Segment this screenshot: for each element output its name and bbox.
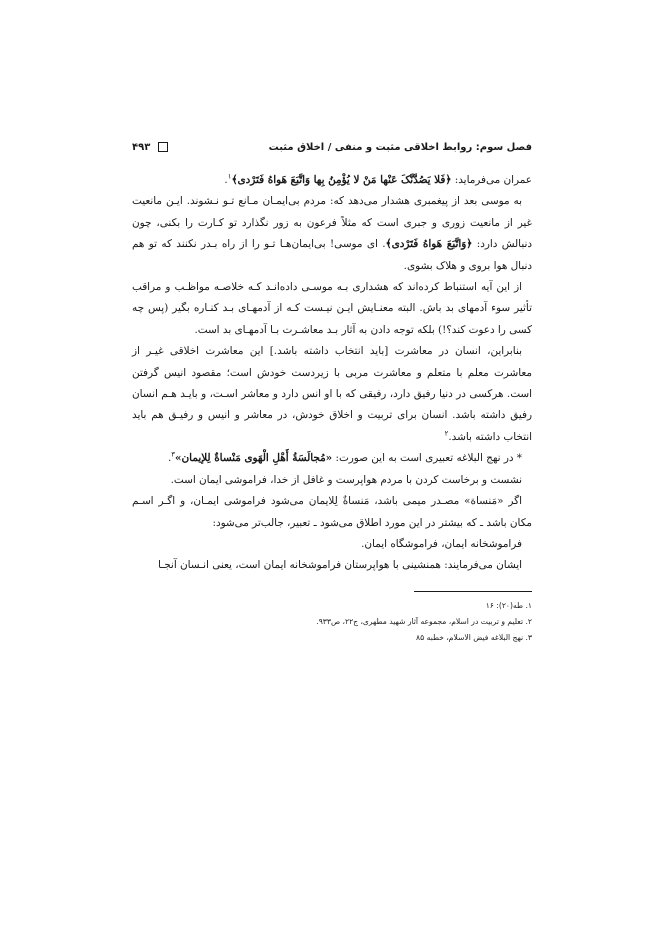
footnote-2: ۲. تعلیم و تربیت در اسلام، مجموعه آثار شهید مطهری، ج۲۲، ص۹۳۳.	[316, 616, 532, 626]
page-number: ۴۹۳	[132, 141, 151, 153]
square-box-icon	[158, 142, 168, 152]
p1-end: .	[224, 174, 228, 186]
chapter-title	[269, 142, 532, 153]
paragraph-2	[132, 191, 532, 277]
hadith-quote: «مُجالَسَةُ أَهْلِ الْهَوی مَنْساةٌ لِلإیمان»	[175, 452, 333, 465]
quran-quote-2: ﴿وَاتَّبَعَ هَواهُ فَتَرْدی﴾	[385, 238, 473, 251]
running-header	[132, 138, 532, 156]
paragraph-6: نشست و برخاست کردن با مردم هواپرست و غافل از خدا، فراموشی ایمان است.	[170, 473, 522, 486]
paragraph-9: ایشان می‌فرمایند: همنشینی با هواپرستان فراموشخانه ایمان است، یعنی انـسان آنجـا	[158, 559, 522, 572]
paragraph-3: از این آیه استنباط کرده‌اند که هشداری بـه موسـی داده‌انـد کـه خلاصـه مواظـب و مراقب تأثیر سوء آدمهای بد باش. البته معنـایش ایـن نیـست کـه از آدمهـای بـد کنـاره بگیر (پس چه کسی را دعوت کند؟!) بلکه توجه دادن به آثار بـد معاشـرت بـا آدمهـای بد است.	[132, 281, 532, 336]
page-number-block	[132, 142, 168, 153]
paragraph-4	[132, 341, 532, 448]
p5-intro: * در نهج البلاغه تعبیری است به این صورت:	[332, 452, 522, 465]
quran-quote-1: ﴿فَلا یَصُدَّنَّکَ عَنْها مَنْ لا یُؤْمِنُ بِها وَاتَّبَعَ هَواهُ فَتَرْدی﴾	[231, 174, 452, 186]
footnote-ref-2[interactable]: ۲	[444, 429, 449, 438]
paragraph-1	[132, 170, 532, 191]
p2-text: به موسی بعد از پیغمبری هشدار می‌دهد که: مردم بی‌ایمـان مـانع تـو نـشوند. ایـن مانعیت غیر از مانعیت زوری و جبری است که مثلاً فرعون به زور نگذارد تو کـارت را بکنی، چون دنبالش دارد:	[132, 195, 532, 251]
p1-intro: عمران می‌فرماید:	[451, 174, 532, 186]
p2-end: . ای موسی! بی‌ایمان‌هـا تـو را از راه بـدر نکنند که تو هم دنبال هوا بروی و هلاک بشوی.	[132, 238, 532, 272]
p5-end: .	[167, 452, 172, 465]
paragraph-5	[132, 448, 532, 469]
p4-text: بنابراین، انسان در معاشرت [باید انتخاب داشته باشد.] این معاشرت اخلاقی غیـر از معاشرت معلم با متعلم و معاشرت مربی با زیردست خودش است؛ مقصود انیس گرفتن است. هرکسی در دنیا رفیق دارد، رفیقی که با او انس دارد و معاشر اسـت، و بایـد هـم انسان رفیق داشته باشد. انسان برای تربیت و اخلاق خودش، در معاشر و انیس و رفیـق هم باید انتخاب داشته باشد.	[132, 345, 532, 443]
footnote-ref-1[interactable]: ۱	[227, 172, 232, 181]
paragraph-7: اگر «مَنساة» مصـدر میمی باشد، مَنساةٌ لِلایمان می‌شود فراموشی ایمـان، و اگـر اسـم مکان باشد ـ که بیشتر در این مورد اطلاق می‌شود ـ تعبیر، جالب‌تر می‌شود:	[132, 495, 532, 529]
chapter-title-text: فصل سوم: روابط اخلاقی مثبت و منفی / اخلاق مثبت	[268, 141, 532, 153]
footnote-3: ۳. نهج البلاغه فیض الاسلام، خطبه ۸۵	[416, 632, 532, 642]
footnote-separator	[414, 591, 532, 592]
paragraph-8: فراموشخانه ایمان، فراموشگاه ایمان.	[361, 537, 522, 550]
footnote-ref-3[interactable]: ۳	[171, 450, 176, 459]
footnotes	[132, 598, 532, 646]
book-page	[132, 138, 532, 646]
footnote-1: ۱. طه(۲۰): ۱۶	[485, 600, 532, 610]
